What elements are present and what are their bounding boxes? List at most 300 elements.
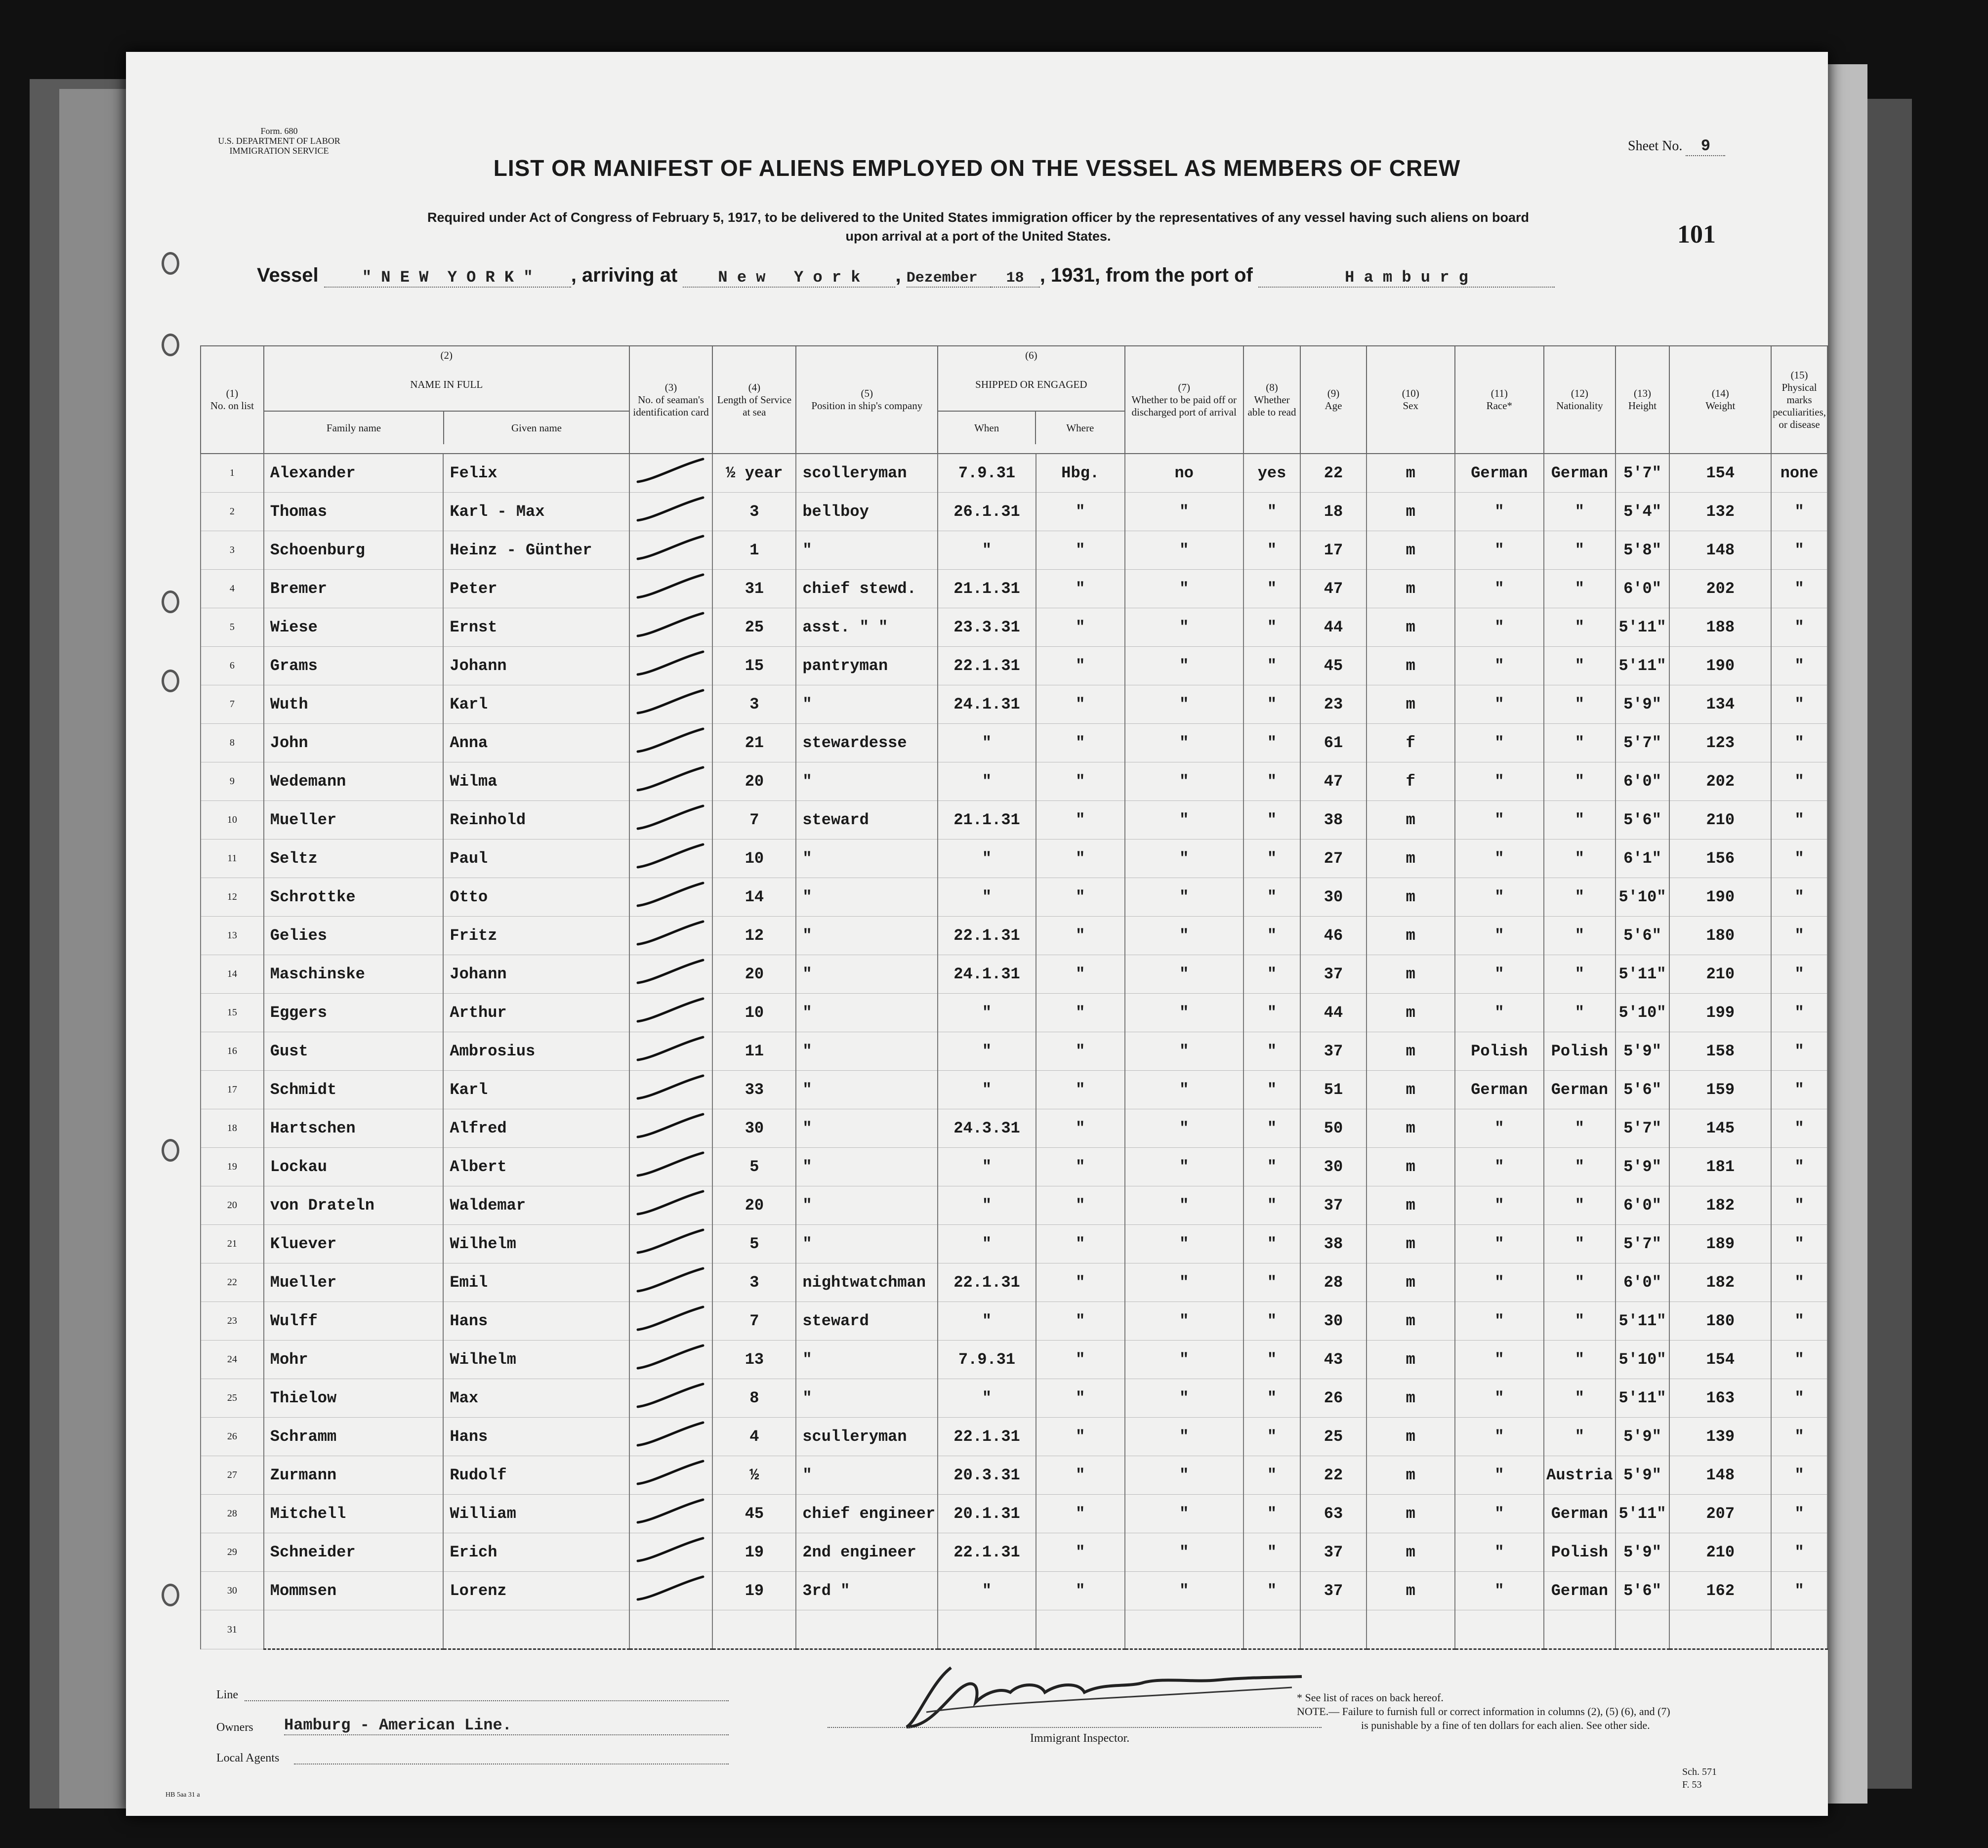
- vessel-label: Vessel: [257, 264, 319, 286]
- inspector-label: Immigrant Inspector.: [1030, 1732, 1130, 1745]
- cell-sex: m: [1367, 994, 1455, 1032]
- cell-weight: 139: [1669, 1418, 1771, 1456]
- cell-where: ": [1036, 1263, 1125, 1302]
- cell-given: Anna: [443, 724, 629, 762]
- page-number-stamp: 101: [1677, 220, 1716, 249]
- cell-height: 5'8": [1615, 531, 1670, 570]
- cell-family: Wulff: [264, 1302, 444, 1341]
- cell-when: ": [938, 1572, 1036, 1610]
- cell-nationality: ": [1544, 840, 1615, 878]
- check-mark-icon: [634, 610, 708, 640]
- cell-height: 6'1": [1615, 840, 1670, 878]
- cell-age: 37: [1300, 1572, 1367, 1610]
- cell-nationality: ": [1544, 685, 1615, 724]
- cell-marks: ": [1771, 570, 1827, 608]
- note-races: * See list of races on back hereof.: [1297, 1691, 1444, 1704]
- cell-age: 28: [1300, 1263, 1367, 1302]
- cell-age: 22: [1300, 454, 1367, 493]
- table-row: [201, 917, 1827, 955]
- cell-sex: m: [1367, 1495, 1455, 1533]
- cell-paid: ": [1125, 570, 1243, 608]
- cell-given: Heinz - Günther: [443, 531, 629, 570]
- cell-sex: m: [1367, 840, 1455, 878]
- cell-paid: ": [1125, 1418, 1243, 1456]
- cell-marks: ": [1771, 493, 1827, 531]
- cell-service: 33: [712, 1071, 796, 1109]
- check-mark-icon: [634, 649, 708, 678]
- cell-race: ": [1455, 724, 1544, 762]
- table-row: [201, 493, 1827, 531]
- cell-no: 26: [201, 1418, 264, 1456]
- cell-nationality: ": [1544, 955, 1615, 994]
- binder-hole-3: [162, 590, 179, 613]
- cell-race: ": [1455, 1379, 1544, 1418]
- cell-marks: ": [1771, 1379, 1827, 1418]
- cell-weight: 182: [1669, 1186, 1771, 1225]
- cell-no: 6: [201, 647, 264, 685]
- cell-read: ": [1243, 531, 1300, 570]
- cell-paid: ": [1125, 1456, 1243, 1495]
- note-fine-1: NOTE.— Failure to furnish full or correct information in columns (2), (5) (6), and (7): [1297, 1705, 1670, 1718]
- cell-paid: ": [1125, 1071, 1243, 1109]
- cell-no: 24: [201, 1341, 264, 1379]
- cell-race: Polish: [1455, 1032, 1544, 1071]
- cell-idcard-checkmark: [629, 1456, 713, 1495]
- cell-service: 20: [712, 955, 796, 994]
- cell-read: ": [1243, 570, 1300, 608]
- page-title: LIST OR MANIFEST OF ALIENS EMPLOYED ON THE VESSEL AS MEMBERS OF CREW: [493, 155, 1461, 181]
- cell-position: ": [796, 762, 938, 801]
- cell-marks: ": [1771, 1418, 1827, 1456]
- cell-where: ": [1036, 801, 1125, 840]
- check-mark-icon: [634, 1381, 708, 1411]
- cell-position: ": [796, 1341, 938, 1379]
- cell-age: 38: [1300, 801, 1367, 840]
- table-row: [201, 1379, 1827, 1418]
- cell-sex: m: [1367, 685, 1455, 724]
- cell-read: ": [1243, 801, 1300, 840]
- check-mark-icon: [634, 1111, 708, 1141]
- cell-height: 5'11": [1615, 608, 1670, 647]
- check-mark-icon: [634, 495, 708, 524]
- cell-sex: m: [1367, 1456, 1455, 1495]
- cell-no: 18: [201, 1109, 264, 1148]
- cell-sex: m: [1367, 608, 1455, 647]
- cell-given: Fritz: [443, 917, 629, 955]
- col-subheader-where: Where: [1066, 421, 1094, 434]
- cell-when: ": [938, 1379, 1036, 1418]
- cell-age: 43: [1300, 1341, 1367, 1379]
- cell-service: 4: [712, 1418, 796, 1456]
- cell-given: Wilma: [443, 762, 629, 801]
- cell-read: ": [1243, 1109, 1300, 1148]
- cell-family: Mueller: [264, 1263, 444, 1302]
- cell-service: 1: [712, 531, 796, 570]
- table-row: [201, 1032, 1827, 1071]
- cell-height: 6'0": [1615, 570, 1670, 608]
- cell-idcard-checkmark: [629, 801, 713, 840]
- col-header-position: (5) Position in ship's company: [796, 346, 938, 454]
- cell-marks: ": [1771, 1225, 1827, 1263]
- crew-manifest-table: [200, 345, 1828, 1650]
- cell-age: 17: [1300, 531, 1367, 570]
- cell-sex: m: [1367, 531, 1455, 570]
- cell-marks: ": [1771, 531, 1827, 570]
- cell-service: 45: [712, 1495, 796, 1533]
- cell-where: ": [1036, 647, 1125, 685]
- table-row: [201, 1341, 1827, 1379]
- cell-paid: ": [1125, 955, 1243, 994]
- cell-read: ": [1243, 1263, 1300, 1302]
- cell-nationality: ": [1544, 570, 1615, 608]
- cell-family: Alexander: [264, 454, 444, 493]
- cell-height: 5'11": [1615, 1379, 1670, 1418]
- service-name: IMMIGRATION SERVICE: [229, 146, 329, 156]
- cell-when: 23.3.31: [938, 608, 1036, 647]
- cell-read: ": [1243, 724, 1300, 762]
- cell-given: Alfred: [443, 1109, 629, 1148]
- cell-sex: m: [1367, 1225, 1455, 1263]
- cell-age: 22: [1300, 1456, 1367, 1495]
- cell-when: 7.9.31: [938, 1341, 1036, 1379]
- check-mark-icon: [634, 726, 708, 756]
- cell-marks: ": [1771, 762, 1827, 801]
- cell-weight: [1669, 1610, 1771, 1649]
- cell-paid: [1125, 1610, 1243, 1649]
- check-mark-icon: [634, 1227, 708, 1257]
- cell-paid: ": [1125, 762, 1243, 801]
- cell-height: 5'9": [1615, 1456, 1670, 1495]
- cell-marks: ": [1771, 1495, 1827, 1533]
- table-row: [201, 1495, 1827, 1533]
- cell-no: 22: [201, 1263, 264, 1302]
- cell-idcard-checkmark: [629, 1109, 713, 1148]
- cell-position: [796, 1610, 938, 1649]
- cell-height: 5'7": [1615, 454, 1670, 493]
- form-number: Form. 680: [260, 126, 298, 136]
- cell-weight: 210: [1669, 801, 1771, 840]
- check-mark-icon: [634, 687, 708, 717]
- cell-weight: 189: [1669, 1225, 1771, 1263]
- cell-nationality: German: [1544, 454, 1615, 493]
- cell-nationality: Polish: [1544, 1533, 1615, 1572]
- cell-sex: m: [1367, 493, 1455, 531]
- cell-read: ": [1243, 608, 1300, 647]
- cell-nationality: German: [1544, 1071, 1615, 1109]
- printer-code: HB 5aa 31 a: [166, 1791, 200, 1799]
- cell-nationality: [1544, 1610, 1615, 1649]
- cell-when: ": [938, 994, 1036, 1032]
- col-subheader-family: Family name: [264, 412, 445, 444]
- cell-family: Wiese: [264, 608, 444, 647]
- cell-idcard-checkmark: [629, 724, 713, 762]
- cell-height: 5'9": [1615, 1418, 1670, 1456]
- cell-nationality: ": [1544, 917, 1615, 955]
- cell-idcard-checkmark: [629, 1302, 713, 1341]
- check-mark-icon: [634, 1535, 708, 1565]
- year-suffix: 31: [1073, 264, 1095, 286]
- cell-idcard-checkmark: [629, 1418, 713, 1456]
- cell-weight: 123: [1669, 724, 1771, 762]
- cell-where: ": [1036, 570, 1125, 608]
- cell-nationality: ": [1544, 1263, 1615, 1302]
- table-row: [201, 1610, 1827, 1649]
- cell-sex: [1367, 1610, 1455, 1649]
- check-mark-icon: [634, 803, 708, 833]
- cell-family: Gust: [264, 1032, 444, 1071]
- cell-idcard-checkmark: [629, 1495, 713, 1533]
- cell-race: German: [1455, 454, 1544, 493]
- cell-given: Hans: [443, 1302, 629, 1341]
- cell-age: 37: [1300, 1032, 1367, 1071]
- cell-when: 22.1.31: [938, 1263, 1036, 1302]
- cell-where: ": [1036, 878, 1125, 917]
- cell-position: ": [796, 1379, 938, 1418]
- cell-sex: f: [1367, 762, 1455, 801]
- cell-no: 2: [201, 493, 264, 531]
- cell-age: 38: [1300, 1225, 1367, 1263]
- cell-where: ": [1036, 531, 1125, 570]
- table-row: [201, 1071, 1827, 1109]
- cell-when: ": [938, 1032, 1036, 1071]
- cell-when: ": [938, 1071, 1036, 1109]
- cell-service: 10: [712, 994, 796, 1032]
- cell-race: ": [1455, 1186, 1544, 1225]
- cell-nationality: ": [1544, 762, 1615, 801]
- cell-marks: ": [1771, 1572, 1827, 1610]
- cell-position: ": [796, 840, 938, 878]
- cell-read: ": [1243, 1225, 1300, 1263]
- cell-height: 5'9": [1615, 1148, 1670, 1186]
- cell-given: Albert: [443, 1148, 629, 1186]
- cell-no: 4: [201, 570, 264, 608]
- cell-sex: m: [1367, 1109, 1455, 1148]
- table-body: [201, 454, 1827, 1649]
- cell-position: asst. " ": [796, 608, 938, 647]
- cell-where: ": [1036, 955, 1125, 994]
- cell-where: ": [1036, 493, 1125, 531]
- cell-race: ": [1455, 1495, 1544, 1533]
- cell-race: ": [1455, 1109, 1544, 1148]
- cell-weight: 154: [1669, 1341, 1771, 1379]
- cell-weight: 207: [1669, 1495, 1771, 1533]
- cell-race: ": [1455, 647, 1544, 685]
- table-row: [201, 1263, 1827, 1302]
- cell-idcard-checkmark: [629, 493, 713, 531]
- cell-where: ": [1036, 1533, 1125, 1572]
- cell-where: ": [1036, 1456, 1125, 1495]
- cell-position: ": [796, 1186, 938, 1225]
- cell-where: ": [1036, 685, 1125, 724]
- cell-nationality: Polish: [1544, 1032, 1615, 1071]
- cell-height: 5'7": [1615, 724, 1670, 762]
- cell-sex: m: [1367, 454, 1455, 493]
- cell-marks: ": [1771, 994, 1827, 1032]
- cell-sex: m: [1367, 878, 1455, 917]
- cell-no: 16: [201, 1032, 264, 1071]
- cell-position: chief stewd.: [796, 570, 938, 608]
- cell-idcard-checkmark: [629, 1032, 713, 1071]
- col-header-paid-off: (7) Whether to be paid off or discharged port of arrival: [1125, 346, 1243, 454]
- cell-where: ": [1036, 1148, 1125, 1186]
- cell-where: ": [1036, 1572, 1125, 1610]
- cell-nationality: German: [1544, 1495, 1615, 1533]
- cell-position: sculleryman: [796, 1418, 938, 1456]
- cell-race: ": [1455, 1225, 1544, 1263]
- col-header-service: (4) Length of Service at sea: [712, 346, 796, 454]
- cell-given: Reinhold: [443, 801, 629, 840]
- cell-no: 27: [201, 1456, 264, 1495]
- cell-position: steward: [796, 801, 938, 840]
- cell-family: Lockau: [264, 1148, 444, 1186]
- cell-nationality: ": [1544, 1302, 1615, 1341]
- cell-nationality: ": [1544, 801, 1615, 840]
- check-mark-icon: [634, 919, 708, 948]
- cell-weight: 199: [1669, 994, 1771, 1032]
- table-row: [201, 1225, 1827, 1263]
- cell-read: ": [1243, 762, 1300, 801]
- cell-age: 30: [1300, 1302, 1367, 1341]
- cell-when: 22.1.31: [938, 1533, 1036, 1572]
- cell-height: 5'10": [1615, 994, 1670, 1032]
- cell-position: ": [796, 878, 938, 917]
- cell-sex: m: [1367, 1071, 1455, 1109]
- cell-race: ": [1455, 1341, 1544, 1379]
- cell-nationality: ": [1544, 647, 1615, 685]
- year-prefix: , 19: [1039, 264, 1073, 286]
- cell-race: ": [1455, 1148, 1544, 1186]
- cell-given: Ambrosius: [443, 1032, 629, 1071]
- cell-idcard-checkmark: [629, 762, 713, 801]
- cell-paid: no: [1125, 454, 1243, 493]
- vessel-name: " N E W Y O R K ": [324, 268, 571, 288]
- cell-read: ": [1243, 1341, 1300, 1379]
- cell-no: 13: [201, 917, 264, 955]
- cell-paid: ": [1125, 1186, 1243, 1225]
- cell-nationality: ": [1544, 994, 1615, 1032]
- cell-height: 5'11": [1615, 1302, 1670, 1341]
- cell-no: 3: [201, 531, 264, 570]
- cell-race: ": [1455, 801, 1544, 840]
- cell-nationality: ": [1544, 1341, 1615, 1379]
- cell-age: 44: [1300, 608, 1367, 647]
- cell-idcard-checkmark: [629, 1225, 713, 1263]
- cell-sex: m: [1367, 1341, 1455, 1379]
- cell-when: ": [938, 1186, 1036, 1225]
- cell-family: Mohr: [264, 1341, 444, 1379]
- cell-idcard-checkmark: [629, 917, 713, 955]
- cell-nationality: ": [1544, 531, 1615, 570]
- cell-marks: ": [1771, 1109, 1827, 1148]
- cell-nationality: ": [1544, 1379, 1615, 1418]
- cell-paid: ": [1125, 1379, 1243, 1418]
- cell-sex: m: [1367, 1186, 1455, 1225]
- cell-height: 6'0": [1615, 762, 1670, 801]
- footer-agents-label: Local Agents: [216, 1752, 280, 1764]
- check-mark-icon: [634, 957, 708, 987]
- col-subheader-given: Given name: [511, 421, 562, 434]
- schedule-number: Sch. 571: [1682, 1766, 1717, 1777]
- cell-idcard-checkmark: [629, 454, 713, 493]
- cell-no: 10: [201, 801, 264, 840]
- cell-sex: m: [1367, 1418, 1455, 1456]
- check-mark-icon: [634, 1265, 708, 1295]
- cell-sex: m: [1367, 1379, 1455, 1418]
- cell-position: ": [796, 994, 938, 1032]
- cell-service: 5: [712, 1148, 796, 1186]
- col-header-race: (11) Race*: [1455, 346, 1544, 454]
- departure-port: H a m b u r g: [1258, 268, 1555, 288]
- cell-paid: ": [1125, 685, 1243, 724]
- cell-nationality: Austria: [1544, 1456, 1615, 1495]
- signature-rule: [828, 1727, 1322, 1728]
- subtitle-line-1: Required under Act of Congress of February 5, 1917, to be delivered to the United States immigration officer by the representatives of any vessel having such aliens on board: [427, 210, 1530, 225]
- cell-race: ": [1455, 1572, 1544, 1610]
- cell-read: ": [1243, 1418, 1300, 1456]
- table-row: [201, 531, 1827, 570]
- cell-idcard-checkmark: [629, 531, 713, 570]
- table-row: [201, 1456, 1827, 1495]
- page-edge-right: [1823, 64, 1867, 1804]
- cell-idcard-checkmark: [629, 1533, 713, 1572]
- cell-idcard-checkmark: [629, 1572, 713, 1610]
- cell-service: 13: [712, 1341, 796, 1379]
- cell-read: ": [1243, 1495, 1300, 1533]
- cell-given: Karl: [443, 685, 629, 724]
- cell-given: Johann: [443, 955, 629, 994]
- note-fine-2: is punishable by a fine of ten dollars for each alien. See other side.: [1361, 1719, 1650, 1731]
- check-mark-icon: [634, 880, 708, 910]
- cell-height: 5'11": [1615, 955, 1670, 994]
- cell-given: Arthur: [443, 994, 629, 1032]
- cell-marks: ": [1771, 801, 1827, 840]
- cell-position: ": [796, 917, 938, 955]
- cell-nationality: ": [1544, 1109, 1615, 1148]
- cell-idcard-checkmark: [629, 840, 713, 878]
- cell-age: 37: [1300, 1186, 1367, 1225]
- cell-age: 25: [1300, 1418, 1367, 1456]
- table-row: [201, 454, 1827, 493]
- cell-weight: 210: [1669, 955, 1771, 994]
- cell-weight: 202: [1669, 570, 1771, 608]
- cell-family: [264, 1610, 444, 1649]
- cell-position: bellboy: [796, 493, 938, 531]
- cell-marks: ": [1771, 724, 1827, 762]
- check-mark-icon: [634, 1343, 708, 1372]
- cell-position: ": [796, 1225, 938, 1263]
- cell-race: ": [1455, 994, 1544, 1032]
- cell-position: scolleryman: [796, 454, 938, 493]
- cell-age: 18: [1300, 493, 1367, 531]
- cell-read: ": [1243, 647, 1300, 685]
- col-header-sex: (10) Sex: [1367, 346, 1455, 454]
- cell-service: ½: [712, 1456, 796, 1495]
- cell-family: Mommsen: [264, 1572, 444, 1610]
- cell-service: 25: [712, 608, 796, 647]
- cell-marks: ": [1771, 1302, 1827, 1341]
- cell-age: 30: [1300, 878, 1367, 917]
- cell-idcard-checkmark: [629, 1379, 713, 1418]
- cell-family: Schramm: [264, 1418, 444, 1456]
- cell-height: 5'7": [1615, 1109, 1670, 1148]
- check-mark-icon: [634, 1420, 708, 1449]
- cell-age: 46: [1300, 917, 1367, 955]
- cell-sex: m: [1367, 955, 1455, 994]
- cell-weight: 188: [1669, 608, 1771, 647]
- cell-paid: ": [1125, 1341, 1243, 1379]
- cell-height: 5'11": [1615, 647, 1670, 685]
- table-row: [201, 1109, 1827, 1148]
